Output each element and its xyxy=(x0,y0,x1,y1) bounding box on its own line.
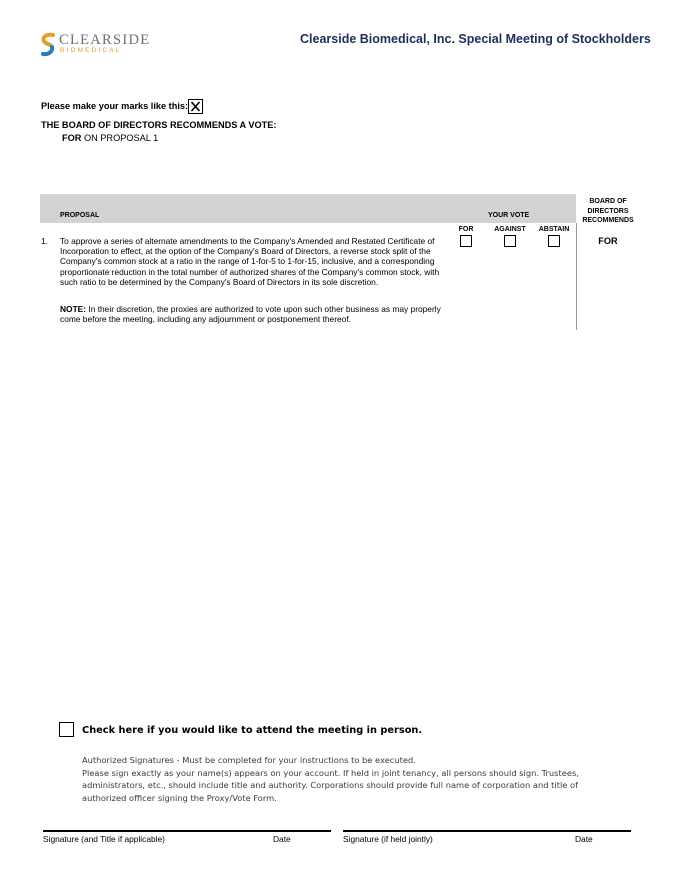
recommendation-proposal: ON PROPOSAL 1 xyxy=(83,133,159,143)
vote-header-against: AGAINST xyxy=(494,226,526,233)
note-body: In their discretion, the proxies are authorized to vote upon such other business as may properly come before the meeting, including any adjournment or postponement thereof. xyxy=(60,304,441,325)
proposal-number: 1. xyxy=(41,236,48,246)
board-recommendation-value: FOR xyxy=(598,236,618,246)
signature-label-primary: Signature (and Title if applicable) xyxy=(43,834,165,844)
vote-against-checkbox[interactable] xyxy=(504,235,516,247)
attend-in-person-label: Check here if you would like to attend the meeting in person. xyxy=(82,725,423,736)
board-recommendation-heading: THE BOARD OF DIRECTORS RECOMMENDS A VOTE: xyxy=(41,120,277,130)
note-label: NOTE: xyxy=(60,304,87,314)
marks-example-box xyxy=(188,99,203,114)
logo-wordmark: CLEARSIDE xyxy=(59,32,151,48)
x-mark-icon xyxy=(189,100,202,113)
vote-for-checkbox[interactable] xyxy=(460,235,472,247)
recommendation-summary xyxy=(62,133,158,143)
vote-header-for: FOR xyxy=(458,226,474,233)
column-header-proposal: PROPOSAL xyxy=(60,212,100,219)
vote-abstain-checkbox[interactable] xyxy=(548,235,560,247)
logo-mark-icon xyxy=(40,32,56,58)
column-header-your-vote: YOUR VOTE xyxy=(488,212,530,219)
signature-line-primary[interactable] xyxy=(43,830,331,832)
column-header-board-recommends: BOARD OF DIRECTORS RECOMMENDS xyxy=(582,198,634,224)
logo-tagline: BIOMEDICAL xyxy=(60,47,122,54)
signature-label-joint: Signature (if held jointly) xyxy=(343,834,433,844)
authorized-signatures-heading: Authorized Signatures - Must be completed for your instructions to be executed. xyxy=(82,755,416,765)
proposal-note xyxy=(60,304,450,324)
recommendation-for-word: FOR xyxy=(62,133,82,143)
column-divider xyxy=(576,223,577,330)
marks-instruction-label: Please make your marks like this: xyxy=(41,101,189,111)
company-logo xyxy=(40,32,150,60)
proposal-text: To approve a series of alternate amendments to the Company's Amended and Restated Certificate of Incorporation to effect, at the option of the Company's Board of Directors, a reverse stock split of the Company's common stock at a ratio in the range of 1-for-5 to 1-for-15, inclusive, and a corresponding proportionate reduction in the total number of authorized shares of the Company's common stock, with such ratio to be determined by the Company's Board of Directors in its sole discretion. xyxy=(60,236,440,287)
date-label-primary: Date xyxy=(273,834,291,844)
attend-in-person-checkbox[interactable] xyxy=(59,722,74,737)
meeting-title: Clearside Biomedical, Inc. Special Meeting of Stockholders xyxy=(300,32,651,46)
vote-header-abstain: ABSTAIN xyxy=(538,226,570,233)
date-label-joint: Date xyxy=(575,834,593,844)
signature-instructions: Please sign exactly as your name(s) appears on your account. If held in joint tenancy, all persons should sign. Trustees, administrators, etc., should include title and authority. Corporations should provide full name of corporation and title of authorized officer signing the Proxy/Vote Form. xyxy=(82,768,579,803)
signature-line-joint[interactable] xyxy=(343,830,631,832)
